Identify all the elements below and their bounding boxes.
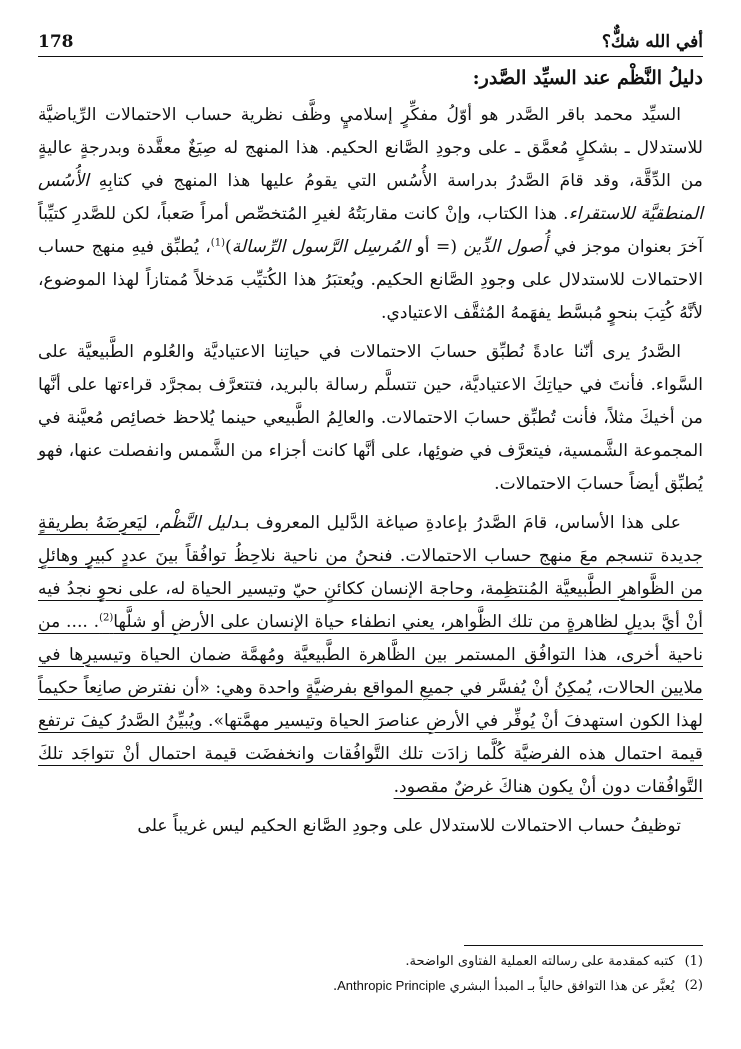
footnote-1-text: كتبه كمقدمة على رسالته العملية الفتاوى الواضحة. xyxy=(405,954,675,969)
paragraph-1-text-c: (= أو xyxy=(410,237,464,257)
page-header xyxy=(38,22,703,57)
footnote-1 xyxy=(38,950,703,974)
book-title-mursil: المُرسِل الرَّسول الرِّسالة xyxy=(231,237,411,257)
section-title: دليلُ النَّظْم عند السيِّد الصَّدر: xyxy=(472,67,703,89)
footnote-2-end: . xyxy=(332,979,338,994)
footnote-1-number: (1) xyxy=(684,954,703,969)
footnote-divider xyxy=(464,945,703,946)
footnote-2-text-ar: يُعبَّر عن هذا التوافق حالياً بـ المبدأ البشري xyxy=(449,979,675,994)
footnote-ref-2: (2) xyxy=(99,612,114,624)
footnote-2 xyxy=(38,974,703,999)
paragraph-1-text-a: السيِّد محمد باقر الصَّدر هو أوّلُ مفكِّرٍ إسلاميٍ وظَّف نظرية حساب الاحتمالات الرِّياضيَّة للاستدلال ـ بشكلٍ مُعمَّق ـ على وجودِ الصَّانع الحكيم. هذا المنهج له صِيَغٌ معقَّدة وبدرجةٍ عاليةٍ من الدِّقَّة، وقد قامَ الصَّدرُ بدراسة الأُسُس التي يقومُ عليها هذا المنهج في كتابِهِ xyxy=(38,105,703,191)
running-title: أفي الله شكٌّ؟ xyxy=(601,32,703,52)
paragraph-4: توظيفُ حساب الاحتمالات للاستدلال على وجودِ الصَّانع الحكيم ليس غريباً على xyxy=(137,816,681,836)
footnote-2-text xyxy=(333,974,675,999)
paragraph-3-text-b: ، ليَعرِضَهُ بطريقةٍ جديدة تنسجم معَ منهج حساب الاحتمالات. فنحنُ من ناحية نلاحِظُ توافُقاً بينَ عددٍ كبيرٍ وهائلٍ من الظَّواهرِ الطَّبيعيَّة المُنتظِمة، وحاجة الإنسان ككائنٍ حيّ وتيسير الحياة له، على نحوٍ نجدُ فيه أنْ أيَّ بديلٍ لظاهرةٍ من تلك الظَّواهر، يعني انطفاء حياة الإنسان على الأرضِ أو شلَّها xyxy=(38,513,703,632)
paragraph-3-text-c: . .... من ناحية أخرى، هذا التوافُق المستمر بين الظَّاهرة الطَّبيعيَّة ومُهمَّة ضمان الحياة وتيسيرِها في ملايين الحالات، يُمكِنُ أنْ يُفسَّر في جميعِ المواقع بفرضيَّةٍ واحدة وهي: «أن نفترض صانِعاً حكيماً لهذا الكون استهدفَ أنْ يُوفِّر في الأرضِ عناصرَ الحياة وتيسير مهمَّتها». ويُبيِّنُ الصَّدرُ كيفَ ترتفع قيمة احتمال هذه الفرضيَّة كُلَّما زادَت تلك التَّوافُقات وانخفضَت قيمة احتمال أنْ تتواجَد تلكَ التَّوافُقات دون أنْ يكون هناكَ غرضٌ مقصود. xyxy=(38,612,703,797)
paragraph-2: الصَّدرُ يرى أنّنا عادةً نُطبِّق حسابَ الاحتمالات في حياتِنا الاعتياديَّة والعُلوم الطَّبيعيَّة على السَّواء. فأنتَ في حياتِكَ الاعتياديَّة، حين تتسلَّم رسالة بالبريد، فتتعرَّف بمجرَّد قراءتها على أنَّها من أخيكَ مثلاً، فأنت تُطبِّق حسابَ الاحتمالات. والعالِمُ الطَّبيعي حينما يُلاحظ خصائِص مُعيَّنة في المجموعة الشَّمسية، فيتعرَّف في ضوئِها، على أنَّها كانت أجزاء من الشَّمس وانفصلت عنها، فهو يُطبِّق أيضاً حسابَ الاحتمالات. xyxy=(38,342,703,494)
footnote-2-text-en: Anthropic Principle xyxy=(337,978,446,993)
term-design-argument: دليل النَّظْم xyxy=(159,513,240,533)
paragraph-3-text-a: على هذا الأساس، قامَ الصَّدرُ بإعادةِ صياغة الدَّليل المعروف بـ xyxy=(239,513,681,533)
paragraph-1-text-d: ) xyxy=(224,237,232,257)
page-number: 178 xyxy=(38,32,74,52)
footnote-2-number: (2) xyxy=(684,978,703,993)
paragraph-3-underlined-text xyxy=(38,513,703,797)
footnote-ref-1: (1) xyxy=(210,237,225,249)
book-title-usul: أُصول الدِّين xyxy=(463,237,548,257)
paragraph-1-text-b: . هذا الكتاب، وإنْ كانت مقاربَتُهُ لغيرِ المُتخصِّص أمراً صَعباً، لكن للصَّدرِ كتيِّباً آخرَ بعنوان موجز في xyxy=(38,204,703,257)
paragraph-1-text-e: ، يُطبِّق فيهِ منهج حساب الاحتمالات للاستدلال على وجودِ الصَّانع الحكيم. ويُعتبَرُ هذا الكُتيِّب مَدخلاً مُمتازاً لهذا الموضوع، لأنَّهُ كُتِبَ بنحوٍ مُبسَّط يفهَمهُ المُثقَّف الاعتيادي. xyxy=(38,237,703,323)
footnotes xyxy=(38,945,703,999)
paragraph-1 xyxy=(38,99,703,330)
page-body xyxy=(38,62,703,849)
paragraph-3 xyxy=(38,507,703,804)
book-title-foundations: الأُسُس المنطقيَّة للاستقراء xyxy=(38,171,703,224)
